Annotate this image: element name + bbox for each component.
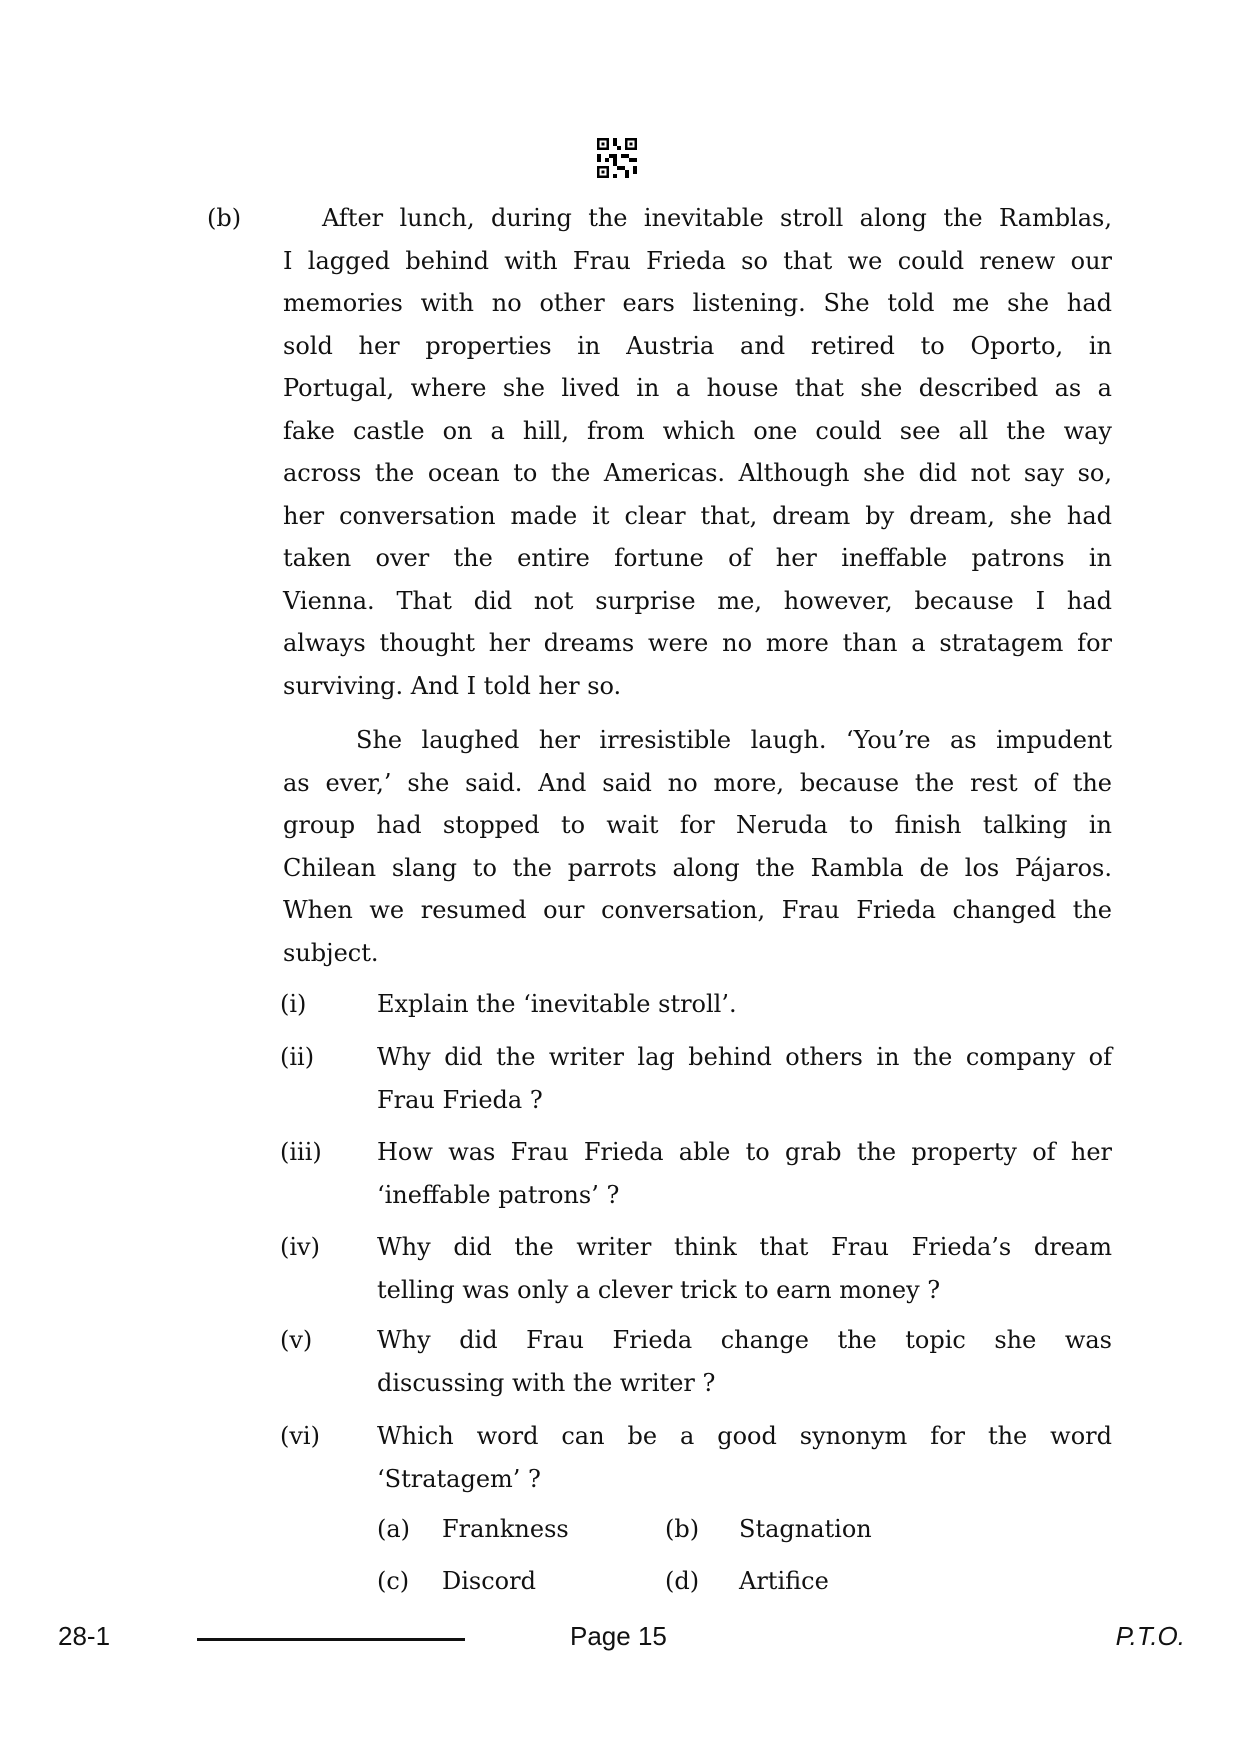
question-text: ‘ineffable patrons’ ? bbox=[377, 1180, 620, 1209]
footer-pto: P.T.O. bbox=[1115, 1621, 1185, 1651]
question-label: (i) bbox=[280, 990, 307, 1018]
question-text: Why did Frau Frieda change the topic she was bbox=[377, 1326, 1112, 1354]
option-text: Discord bbox=[442, 1567, 536, 1595]
passage-line: Chilean slang to the parrots along the Rambla de los Pájaros. bbox=[283, 853, 1112, 882]
passage-line: Portugal, where she lived in a house that she described as a bbox=[283, 374, 1112, 402]
question-label: (v) bbox=[280, 1326, 313, 1354]
question-text: ‘Stratagem’ ? bbox=[377, 1464, 541, 1493]
passage-line: memories with no other ears listening. She told me she had bbox=[283, 289, 1112, 317]
qr-code-icon bbox=[597, 138, 637, 178]
section-label: (b) bbox=[207, 204, 242, 232]
passage-line: group had stopped to wait for Neruda to finish talking in bbox=[283, 811, 1112, 839]
option-label: (a) bbox=[377, 1515, 411, 1543]
passage-line: surviving. And I told her so. bbox=[283, 671, 622, 700]
question-text: telling was only a clever trick to earn money ? bbox=[377, 1275, 941, 1304]
passage-line: fake castle on a hill, from which one could see all the way bbox=[283, 416, 1112, 445]
option-text: Stagnation bbox=[739, 1515, 872, 1543]
question-label: (iv) bbox=[280, 1233, 320, 1261]
passage-line: taken over the entire fortune of her ineffable patrons in bbox=[283, 544, 1112, 572]
footer-page-number: Page 15 bbox=[570, 1621, 667, 1651]
question-label: (iii) bbox=[280, 1138, 322, 1166]
question-text: Why did the writer think that Frau Frieda’s dream bbox=[377, 1233, 1112, 1261]
footer-rule bbox=[197, 1638, 465, 1641]
passage-line: as ever,’ she said. And said no more, because the rest of the bbox=[283, 768, 1112, 797]
option-label: (c) bbox=[377, 1567, 410, 1595]
question-text: Why did the writer lag behind others in the company of bbox=[377, 1043, 1112, 1071]
passage-line: across the ocean to the Americas. Although she did not say so, bbox=[283, 459, 1112, 487]
question-text: Frau Frieda ? bbox=[377, 1085, 543, 1114]
option-text: Frankness bbox=[442, 1515, 569, 1543]
question-text: Which word can be a good synonym for the word bbox=[377, 1422, 1112, 1450]
passage-line: She laughed her irresistible laugh. ‘You’re as impudent bbox=[356, 726, 1112, 754]
passage-line: always thought her dreams were no more than a stratagem for bbox=[283, 629, 1112, 657]
question-label: (vi) bbox=[280, 1422, 320, 1450]
question-text: Explain the ‘inevitable stroll’. bbox=[377, 990, 737, 1018]
option-text: Artifice bbox=[739, 1567, 829, 1595]
option-label: (d) bbox=[665, 1567, 700, 1595]
passage-line: After lunch, during the inevitable stroll along the Ramblas, bbox=[322, 204, 1112, 232]
passage-line: her conversation made it clear that, dream by dream, she had bbox=[283, 501, 1112, 530]
question-text: discussing with the writer ? bbox=[377, 1368, 716, 1397]
option-label: (b) bbox=[665, 1515, 700, 1543]
question-text: How was Frau Frieda able to grab the property of her bbox=[377, 1138, 1112, 1166]
passage-line: sold her properties in Austria and retired to Oporto, in bbox=[283, 331, 1112, 360]
question-label: (ii) bbox=[280, 1043, 315, 1071]
passage-line: subject. bbox=[283, 938, 379, 967]
passage-line: I lagged behind with Frau Frieda so that we could renew our bbox=[283, 246, 1112, 275]
passage-line: When we resumed our conversation, Frau Frieda changed the bbox=[283, 896, 1112, 924]
passage-line: Vienna. That did not surprise me, however, because I had bbox=[283, 586, 1112, 615]
footer-code: 28-1 bbox=[58, 1621, 111, 1651]
